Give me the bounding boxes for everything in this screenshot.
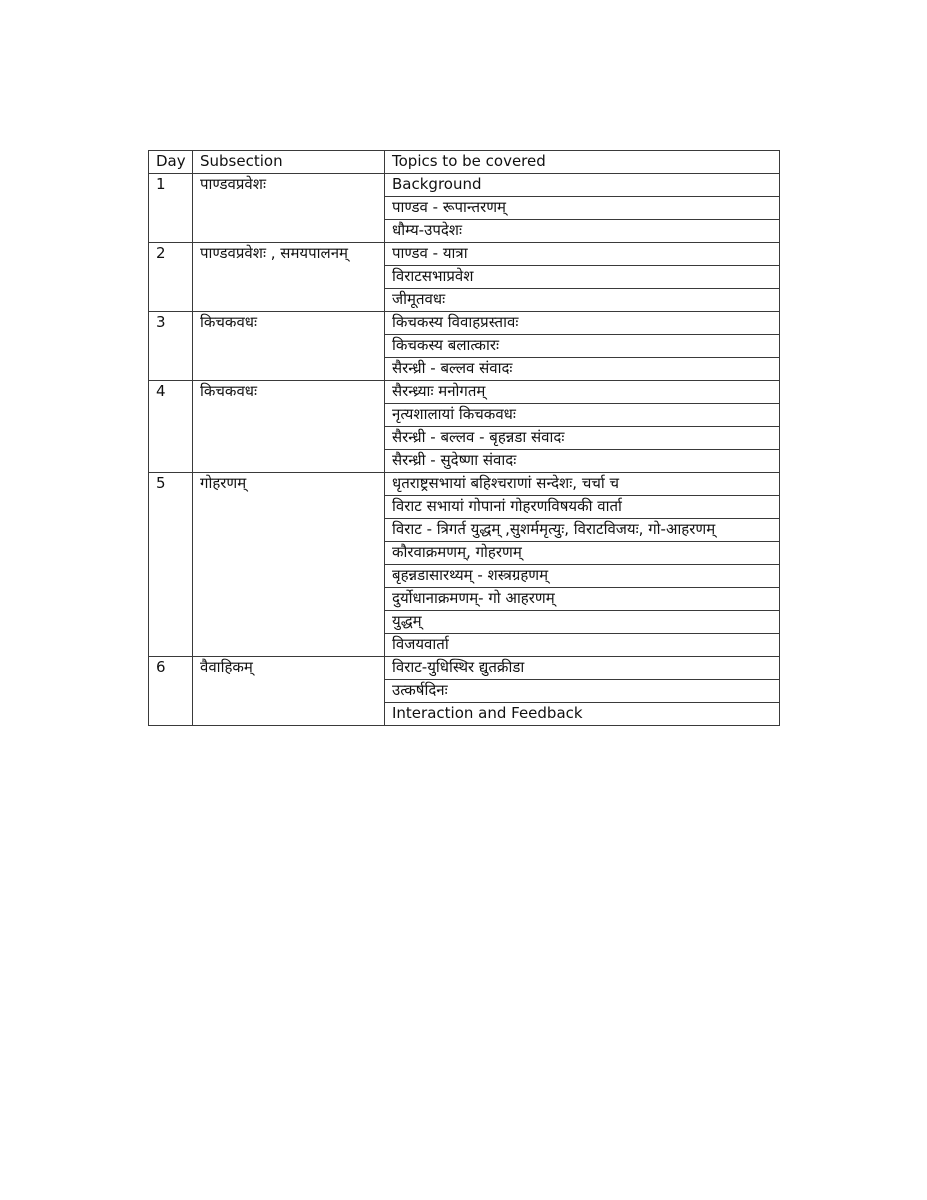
schedule-body (149, 174, 780, 726)
topic-cell: उत्कर्षदिनः (385, 680, 780, 703)
topic-cell: पाण्डव - यात्रा (385, 243, 780, 266)
topic-cell: विजयवार्ता (385, 634, 780, 657)
subsection-cell: किचकवधः (193, 381, 385, 473)
header-topics: Topics to be covered (385, 151, 780, 174)
schedule-table (148, 150, 780, 726)
topic-cell: बृहन्नडासारथ्यम् - शस्त्रग्रहणम् (385, 565, 780, 588)
day-number-cell: 2 (149, 243, 193, 312)
header-subsection: Subsection (193, 151, 385, 174)
table-row (149, 473, 780, 496)
subsection-cell: किचकवधः (193, 312, 385, 381)
topic-cell: विराटसभाप्रवेश (385, 266, 780, 289)
topic-cell: पाण्डव - रूपान्तरणम् (385, 197, 780, 220)
topic-cell: सैरन्ध्री - बल्लव - बृहन्नडा संवादः (385, 427, 780, 450)
topic-cell: धृतराष्ट्रसभायां बहिश्चराणां सन्देशः, चर्चा च (385, 473, 780, 496)
table-row (149, 657, 780, 680)
subsection-cell: पाण्डवप्रवेशः , समयपालनम् (193, 243, 385, 312)
table-row (149, 174, 780, 197)
topic-cell: कौरवाक्रमणम्, गोहरणम् (385, 542, 780, 565)
topic-cell: युद्धम् (385, 611, 780, 634)
topic-cell: सैरन्ध्र्याः मनोगतम् (385, 381, 780, 404)
topic-cell: दुर्योधानाक्रमणम्- गो आहरणम् (385, 588, 780, 611)
day-number-cell: 4 (149, 381, 193, 473)
topic-cell: सैरन्ध्री - बल्लव संवादः (385, 358, 780, 381)
topic-cell: Background (385, 174, 780, 197)
topic-cell: धौम्य-उपदेशः (385, 220, 780, 243)
topic-cell: किचकस्य बलात्कारः (385, 335, 780, 358)
subsection-cell: गोहरणम् (193, 473, 385, 657)
topic-cell: Interaction and Feedback (385, 703, 780, 726)
header-row (149, 151, 780, 174)
topic-cell: जीमूतवधः (385, 289, 780, 312)
subsection-cell: पाण्डवप्रवेशः (193, 174, 385, 243)
topic-cell: विराट - त्रिगर्त युद्धम् ,सुशर्ममृत्युः, विराटविजयः, गो-आहरणम् (385, 519, 780, 542)
topic-cell: विराट सभायां गोपानां गोहरणविषयकी वार्ता (385, 496, 780, 519)
day-number-cell: 3 (149, 312, 193, 381)
table-row (149, 381, 780, 404)
header-day: Day (149, 151, 193, 174)
topic-cell: नृत्यशालायां किचकवधः (385, 404, 780, 427)
table-row (149, 243, 780, 266)
day-number-cell: 6 (149, 657, 193, 726)
topic-cell: सैरन्ध्री - सुदेष्णा संवादः (385, 450, 780, 473)
day-number-cell: 1 (149, 174, 193, 243)
table-row (149, 312, 780, 335)
subsection-cell: वैवाहिकम् (193, 657, 385, 726)
topic-cell: किचकस्य विवाहप्रस्तावः (385, 312, 780, 335)
topic-cell: विराट-युधिस्थिर द्युतक्रीडा (385, 657, 780, 680)
day-number-cell: 5 (149, 473, 193, 657)
